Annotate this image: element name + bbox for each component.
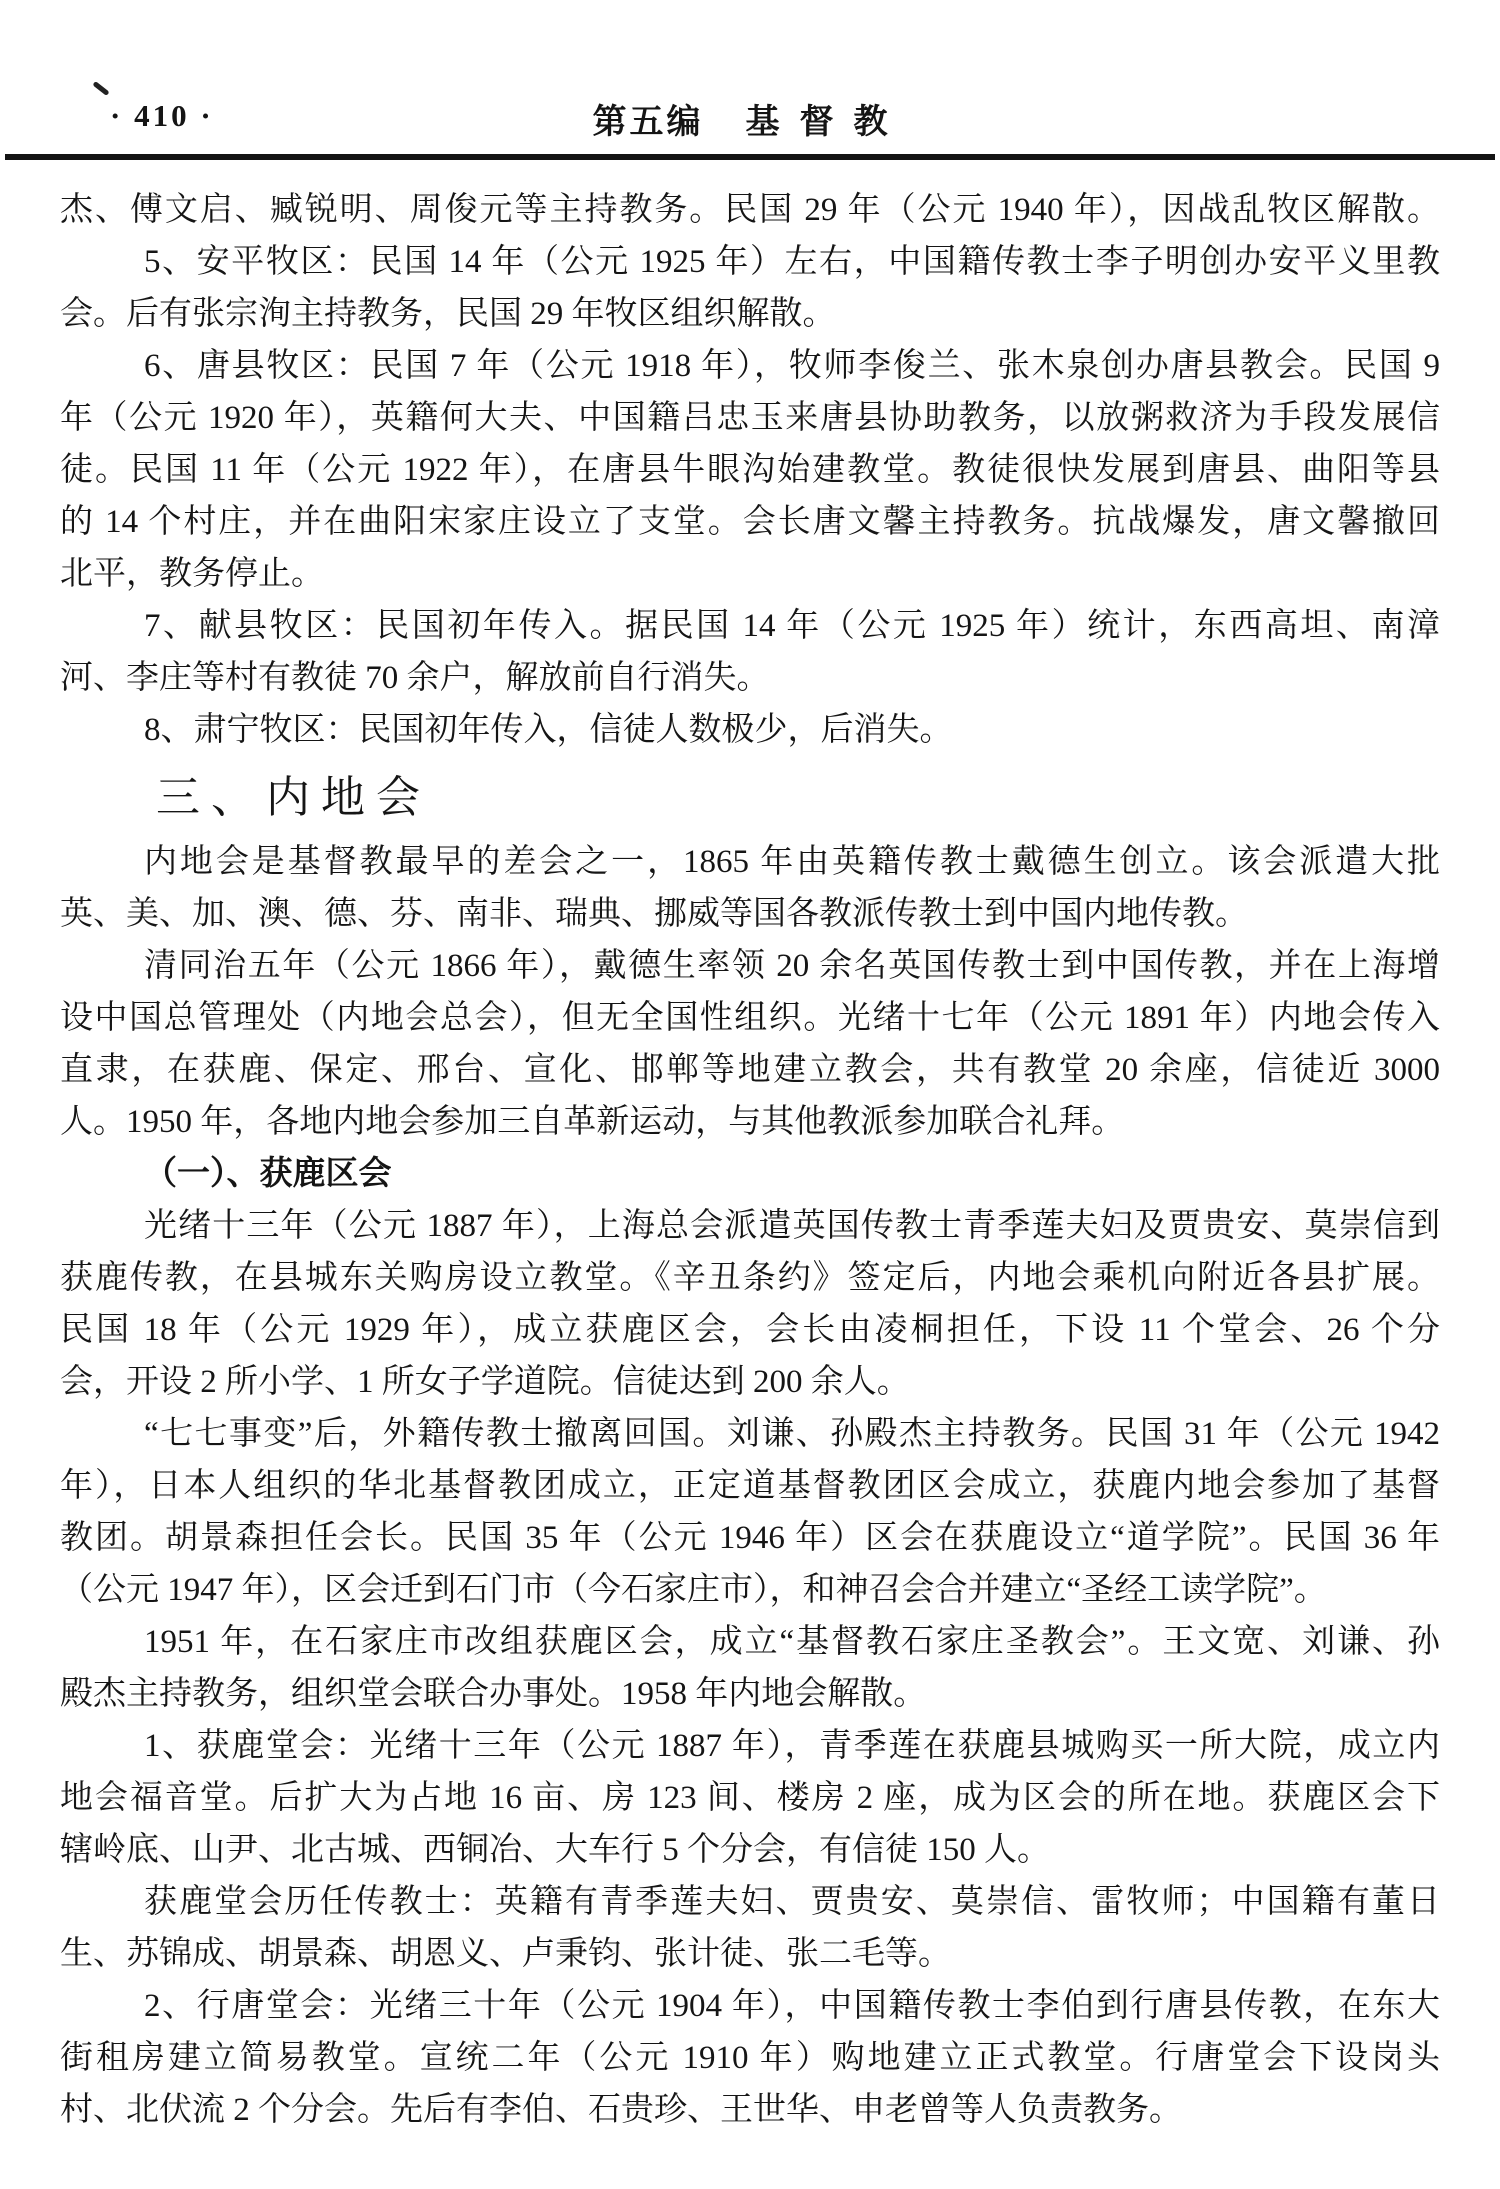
text-line: 5、安平牧区：民国 14 年（公元 1925 年）左右，中国籍传教士李子明创办安平义里教: [144, 244, 1440, 280]
text-line: 生、苏锦成、胡景森、胡恩义、卢秉钧、张计徒、张二毛等。: [60, 1936, 951, 1972]
text-line: 设中国总管理处（内地会总会），但无全国性组织。光绪十七年（公元 1891 年）内地会传入: [60, 1000, 1440, 1036]
running-header-section: 第五编: [592, 104, 704, 141]
text-line: 河、李庄等村有教徒 70 余户，解放前自行消失。: [60, 660, 770, 696]
text-line: 殿杰主持教务，组织堂会联合办事处。1958 年内地会解散。: [60, 1676, 927, 1712]
text-line: 直隶，在获鹿、保定、邢台、宣化、邯郸等地建立教会，共有教堂 20 余座，信徒近 3000: [60, 1052, 1440, 1088]
text-line: 1951 年，在石家庄市改组获鹿区会，成立“基督教石家庄圣教会”。王文宽、刘谦、孙: [144, 1624, 1440, 1660]
running-header-title: 基督教: [745, 104, 908, 141]
text-line: 会。后有张宗洵主持教务，民国 29 年牧区组织解散。: [60, 296, 836, 332]
text-line: 年），日本人组织的华北基督教团成立，正定道基督教团区会成立，获鹿内地会参加了基督: [60, 1468, 1440, 1504]
text-line: 光绪十三年（公元 1887 年），上海总会派遣英国传教士青季莲夫妇及贾贵安、莫崇信到: [144, 1208, 1440, 1244]
text-line: 辖岭底、山尹、北古城、西铜冶、大车行 5 个分会，有信徒 150 人。: [60, 1832, 1050, 1868]
running-header: [0, 94, 1500, 143]
text-line: 徒。民国 11 年（公元 1922 年），在唐县牛眼沟始建教堂。教徒很快发展到唐县、曲阳等县: [60, 452, 1440, 488]
section-heading: 三、内地会: [156, 773, 431, 822]
text-line: 7、献县牧区：民国初年传入。据民国 14 年（公元 1925 年）统计，东西高坦、南漳: [144, 608, 1440, 644]
text-line: 8、肃宁牧区：民国初年传入，信徒人数极少，后消失。: [144, 712, 953, 748]
text-line: 地会福音堂。后扩大为占地 16 亩、房 123 间、楼房 2 座，成为区会的所在地。获鹿区会下: [60, 1780, 1440, 1816]
text-line: 获鹿堂会历任传教士：英籍有青季莲夫妇、贾贵安、莫崇信、雷牧师；中国籍有董日: [144, 1884, 1440, 1920]
subsection-heading: （一）、获鹿区会: [144, 1156, 392, 1192]
page-number: · 410 ·: [110, 98, 214, 133]
text-line: 北平，教务停止。: [60, 556, 324, 592]
text-line: 村、北伏流 2 个分会。先后有李伯、石贵珍、王世华、申老曾等人负责教务。: [60, 2092, 1182, 2128]
text-line: 内地会是基督教最早的差会之一，1865 年由英籍传教士戴德生创立。该会派遣大批: [144, 844, 1440, 880]
text-line: 民国 18 年（公元 1929 年），成立获鹿区会，会长由凌桐担任，下设 11 个堂会、26 个分: [60, 1312, 1440, 1348]
text-line: 获鹿传教，在县城东关购房设立教堂。《辛丑条约》签定后，内地会乘机向附近各县扩展。: [60, 1260, 1440, 1296]
text-line: 教团。胡景森担任会长。民国 35 年（公元 1946 年）区会在获鹿设立“道学院”。民国 36 年: [60, 1520, 1440, 1556]
text-line: 英、美、加、澳、德、芬、南非、瑞典、挪威等国各教派传教士到中国内地传教。: [60, 896, 1248, 932]
text-line: 清同治五年（公元 1866 年），戴德生率领 20 余名英国传教士到中国传教，并在上海增: [144, 948, 1440, 984]
page-header: [0, 0, 1500, 154]
header-rule: [5, 154, 1495, 160]
text-line: 2、行唐堂会：光绪三十年（公元 1904 年），中国籍传教士李伯到行唐县传教，在东大: [144, 1988, 1440, 2024]
text-line: 年（公元 1920 年），英籍何大夫、中国籍吕忠玉来唐县协助教务，以放粥救济为手段发展信: [60, 400, 1440, 436]
text-line: 人。1950 年，各地内地会参加三自革新运动，与其他教派参加联合礼拜。: [60, 1104, 1125, 1140]
text-line: （公元 1947 年），区会迁到石门市（今石家庄市），和神召会合并建立“圣经工读学院”。: [60, 1572, 1327, 1608]
text-line: 街租房建立简易教堂。宣统二年（公元 1910 年）购地建立正式教堂。行唐堂会下设岗头: [60, 2040, 1440, 2076]
text-line: 的 14 个村庄，并在曲阳宋家庄设立了支堂。会长唐文馨主持教务。抗战爆发，唐文馨撤回: [60, 504, 1440, 540]
text-line: 杰、傅文启、臧锐明、周俊元等主持教务。民国 29 年（公元 1940 年），因战乱牧区解散。: [60, 192, 1440, 228]
text-line: 6、唐县牧区：民国 7 年（公元 1918 年），牧师李俊兰、张木泉创办唐县教会。民国 9: [144, 348, 1440, 384]
body-text: [0, 184, 1500, 2136]
text-line: 1、获鹿堂会：光绪十三年（公元 1887 年），青季莲在获鹿县城购买一所大院，成立内: [144, 1728, 1440, 1764]
text-line: “七七事变”后，外籍传教士撤离回国。刘谦、孙殿杰主持教务。民国 31 年（公元 1942: [144, 1416, 1440, 1452]
text-line: 会，开设 2 所小学、1 所女子学道院。信徒达到 200 余人。: [60, 1364, 910, 1400]
